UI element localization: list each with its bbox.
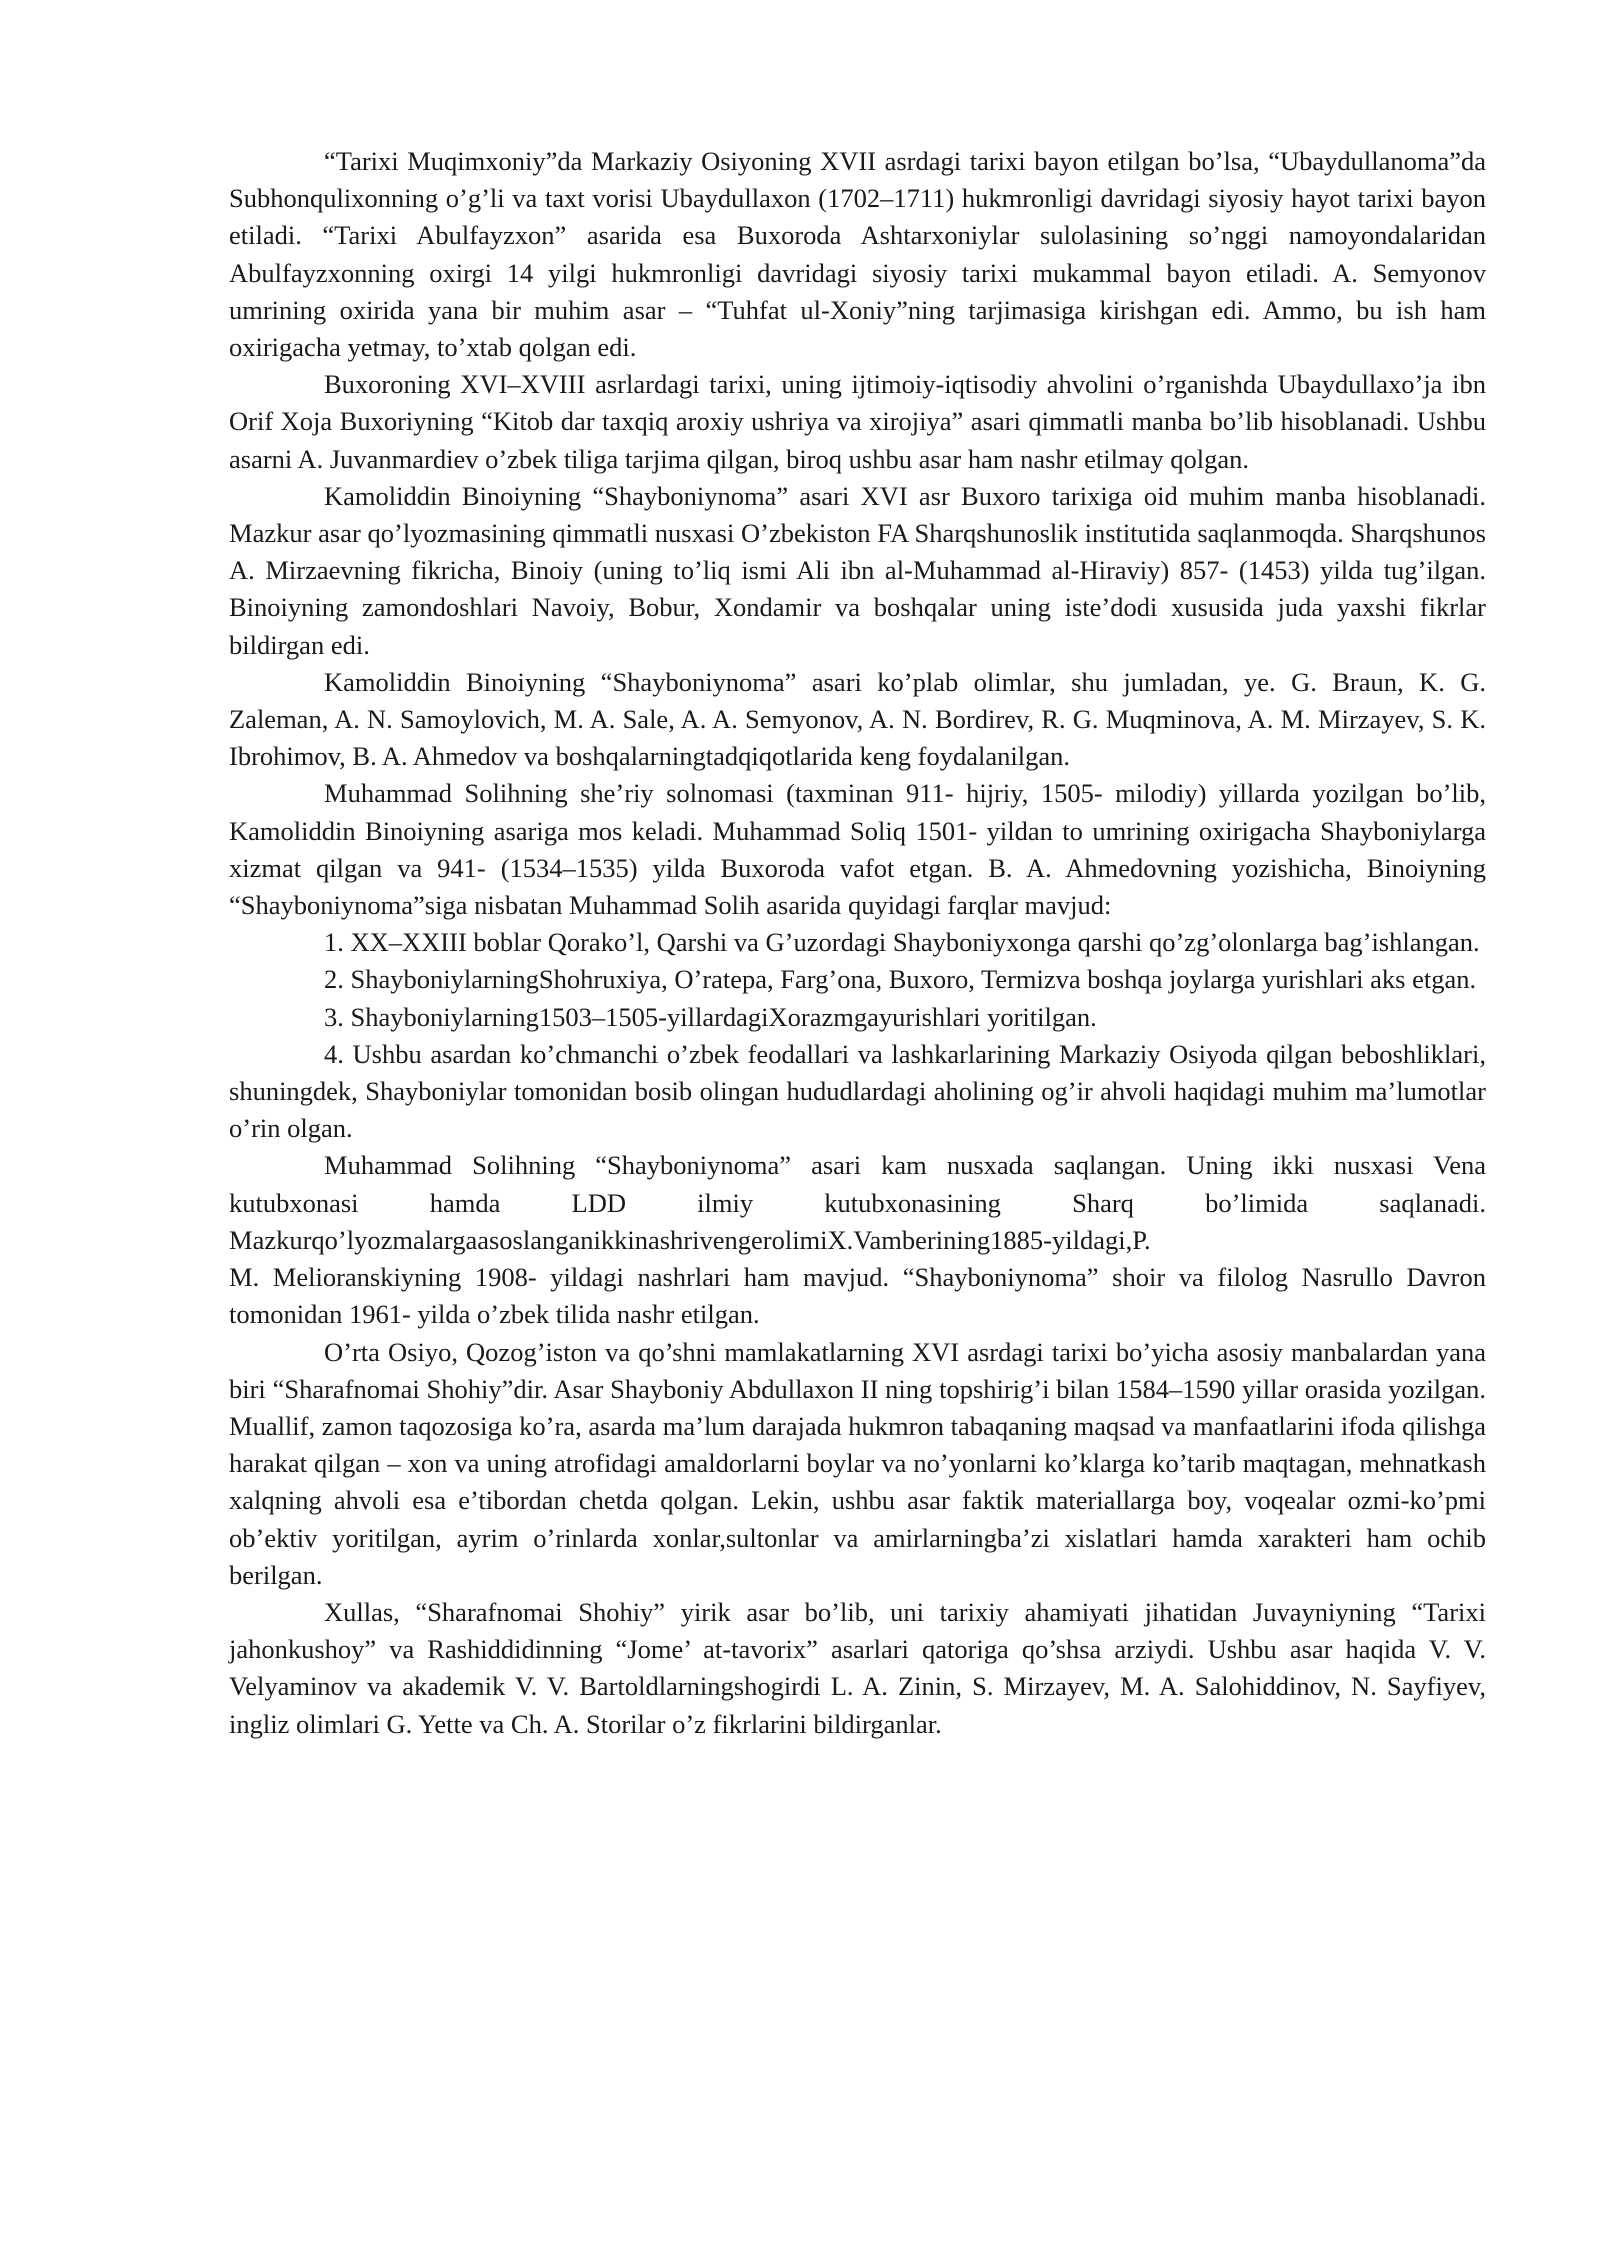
paragraph: Muhammad Solihning “Shayboniynoma” asari kam nusxada saqlangan. Uning ikki nusxasi Vena kutubxonasi hamda LDD ilmiy kutubxonasining Sharq bo’limida saqlanadi. Mazkurqo’lyozmalargaasoslanganikkinashrivengerolimiX.Vamberining1885-yildagi,P. (229, 1150, 1486, 1255)
document-page (229, 143, 1486, 1743)
list-item: 4. Ushbu asardan ko’chmanchi o’zbek feodallari va lashkarlarining Markaziy Osiyoda qilgan beboshliklari, shuningdek, Shayboniylar tomonidan bosib olingan hududlardagi aholining og’ir ahvoli haqidagi muhim ma’lumotlar o’rin olgan. (229, 1038, 1486, 1144)
list-item: 1. XX–XXIII boblar Qorako’l, Qarshi va G’uzordagi Shayboniyxonga qarshi qo’zg’olonlarga bag’ishlangan. (324, 927, 1480, 958)
paragraph: O’rta Osiyo, Qozog’iston va qo’shni mamlakatlarning XVI asrdagi tarixi bo’yicha asosiy manbalardan yana biri “Sharafnomai Shohiy”dir. Asar Shayboniy Abdullaxon II ning topshirig’i bilan 1584–1590 yillar orasida yozilgan. Muallif, zamon taqozosiga ko’ra, asarda ma’lum darajada hukmron tabaqaning maqsad va manfaatlarini ifoda qilishga harakat qilgan – xon va uning atrofidagi amaldorlarni boylar va no’yonlarni ko’klarga ko’tarib maqtagan, mehnatkash xalqning ahvoli esa e’tibordan chetda qolgan. Lekin, ushbu asar faktik materiallarga boy, voqealar ozmi-ko’pmi ob’ektiv yoritilgan, ayrim o’rinlarda xonlar,sultonlar va amirlarningba’zi xislatlari hamda xarakteri ham ochib berilgan. (229, 1336, 1486, 1590)
list-item: 3. Shayboniylarning1503–1505-yillardagiXorazmgayurishlari yoritilgan. (324, 1001, 1097, 1032)
paragraph: “Tarixi Muqimxoniy”da Markaziy Osiyoning XVII asrdagi tarixi bayon etilgan bo’lsa, “Ubaydullanoma”da Subhonqulixonning o’g’li va taxt vorisi Ubaydullaxon (1702–1711) hukmronligi davridagi siyosiy hayot tarixi bayon etiladi. “Tarixi Abulfayzxon” asarida esa Buxoroda Ashtarxoniylar sulolasining so’nggi namoyondalaridan Abulfayzxonning oxirgi 14 yilgi hukmronligi davridagi siyosiy tarixi mukammal bayon etiladi. A. Semyonov umrining oxirida yana bir muhim asar – “Tuhfat ul-Xoniy”ning tarjimasiga kirishgan edi. Ammo, bu ish ham oxirigacha yetmay, to’xtab qolgan edi. (229, 146, 1486, 363)
paragraph: Xullas, “Sharafnomai Shohiy” yirik asar bo’lib, uni tarixiy ahamiyati jihatidan Juvayniyning “Tarixi jahonkushoy” va Rashiddidinning “Jome’ at-tavorix” asarlari qatoriga qo’shsa arziydi. Ushbu asar haqida V. V. Velyaminov va akademik V. V. Bartoldlarningshogirdi L. A. Zinin, S. Mirzayev, M. A. Salohiddinov, N. Sayfiyev, ingliz olimlari G. Yette va Ch. A. Storilar o’z fikrlarini bildirganlar. (229, 1596, 1486, 1739)
paragraph: Kamoliddin Binoiyning “Shayboniynoma” asari ko’plab olimlar, shu jumladan, ye. G. Braun, K. G. Zaleman, A. N. Samoylovich, M. A. Sale, A. A. Semyonov, A. N. Bordirev, R. G. Muqminova, A. M. Mirzayev, S. K. Ibrohimov, B. A. Ahmedov va boshqalarningtadqiqotlarida keng foydalanilgan. (229, 666, 1486, 772)
list-item: 2. ShayboniylarningShohruxiya, O’ratepa, Farg’ona, Buxoro, Termizva boshqa joylarga yurishlari aks etgan. (324, 964, 1477, 995)
paragraph: Muhammad Solihning she’riy solnomasi (taxminan 911- hijriy, 1505- milodiy) yillarda yozilgan bo’lib, Kamoliddin Binoiyning asariga mos keladi. Muhammad Soliq 1501- yildan to umrining oxirigacha Shayboniylarga xizmat qilgan va 941- (1534–1535) yilda Buxoroda vafot etgan. B. A. Ahmedovning yozishicha, Binoiyning “Shayboniynoma”siga nisbatan Muhammad Solih asarida quyidagi farqlar mavjud: (229, 778, 1486, 921)
paragraph: Kamoliddin Binoiyning “Shayboniynoma” asari XVI asr Buxoro tarixiga oid muhim manba hisoblanadi. Mazkur asar qo’lyozmasining qimmatli nusxasi O’zbekiston FA Sharqshunoslik institutida saqlanmoqda. Sharqshunos A. Mirzaevning fikricha, Binoiy (uning to’liq ismi Ali ibn al-Muhammad al-Hiraviy) 857- (1453) yilda tug’ilgan. Binoiyning zamondoshlari Navoiy, Bobur, Xondamir va boshqalar uning iste’dodi xususida juda yaxshi fikrlar bildirgan edi. (229, 480, 1486, 660)
paragraph: Buxoroning XVI–XVIII asrlardagi tarixi, uning ijtimoiy-iqtisodiy ahvolini o’rganishda Ubaydullaxo’ja ibn Orif Xoja Buxoriyning “Kitob dar taxqiq aroxiy ushriya va xirojiya” asari qimmatli manba bo’lib hisoblanadi. Ushbu asarni A. Juvanmardiev o’zbek tiliga tarjima qilgan, biroq ushbu asar ham nashr etilmay qolgan. (229, 369, 1486, 474)
paragraph: M. Melioranskiyning 1908- yildagi nashrlari ham mavjud. “Shayboniynoma” shoir va filolog Nasrullo Davron tomonidan 1961- yilda o’zbek tilida nashr etilgan. (229, 1262, 1486, 1330)
